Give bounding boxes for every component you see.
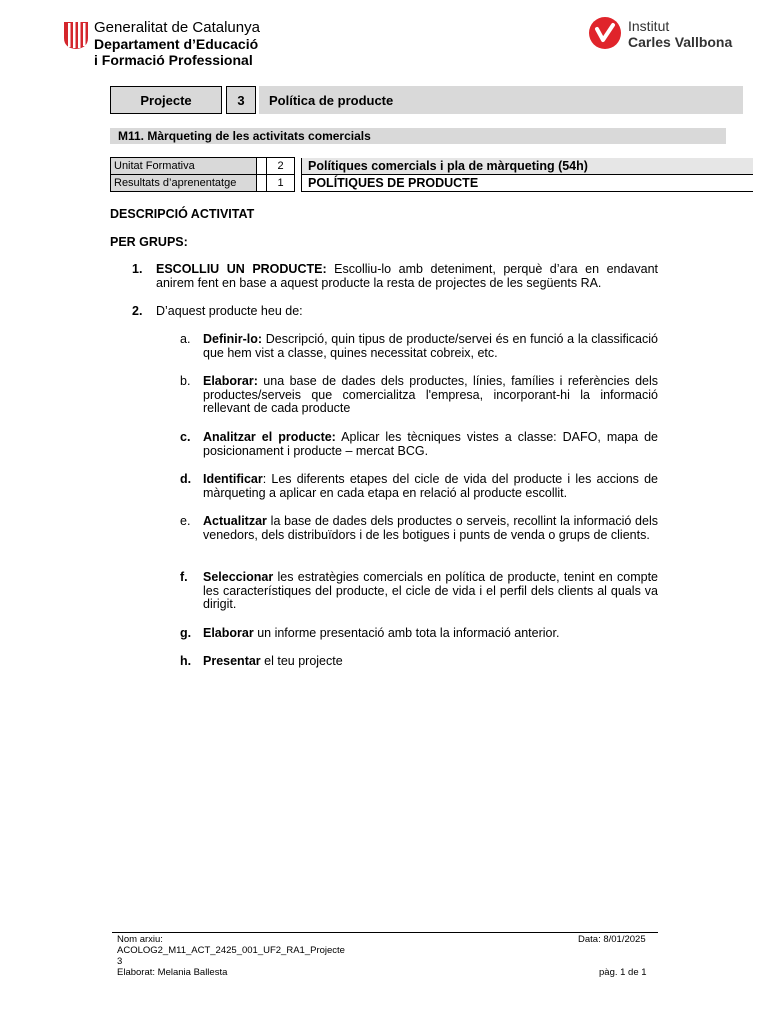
footer-date: Data: 8/01/2025: [578, 934, 646, 945]
footer-file-label: Nom arxiu:: [117, 934, 163, 945]
inst-line-2: Carles Vallbona: [628, 34, 733, 50]
footer-author: Elaborat: Melania Ballesta: [117, 967, 228, 978]
project-title: Política de producte: [259, 86, 743, 114]
footer-divider: [112, 932, 658, 933]
unit-number: 2: [267, 158, 295, 175]
gov-line-3: i Formació Professional: [94, 52, 253, 68]
unit-value: Polítiques comercials i pla de màrqueting (54h): [302, 158, 754, 175]
footer-page: pàg. 1 de 1: [599, 967, 647, 978]
description-heading: DESCRIPCIÓ ACTIVITAT: [110, 207, 255, 221]
gov-line-1: Generalitat de Catalunya: [94, 19, 260, 36]
footer-file-name-2: 3: [117, 956, 123, 967]
gov-line-2: Departament d’Educació: [94, 36, 259, 52]
generalitat-logo-icon: [62, 20, 90, 50]
results-number: 1: [267, 175, 295, 192]
module-title: M11. Màrqueting de les activitats comercials: [110, 128, 726, 144]
project-label: Projecte: [110, 86, 222, 114]
groups-heading: PER GRUPS:: [110, 235, 188, 249]
activity-content: 1. ESCOLLIU UN PRODUCTE: Escolliu-lo amb deteniment, perquè d’ara en endavant anirem fent en base a aquest producte la resta de projectes de les següents RA. 2. D’aquest producte heu de: a. Definir-lo: Descripció, quin tipus de producte/servei és en funció a la classificació que hem vist a classe, quines necessitat cobreix, etc. b. Elaborar: una base de dades dels productes, línies, famílies i referències dels productes/serveis que comercialitza l'empresa, incorporant-hi la informació rellevant de cada producte c. Analitzar el producte: Aplicar les tècniques vistes a classe: DAFO, mapa de posicionament i producte – mercat BCG. d. Identificar: Les diferents etapes del cicle de vida del producte i les accions de màrqueting a aplicar en cada etapa en relació al producte escollit. e. Actualitzar la base de dades dels productes o serveis, recollint la informació dels venedors, dels distribuïdors i de les botigues i punts de venda o grups de clients. f. Seleccionar les estratègies comercials en política de producte, tenint en compte les característiques del producte, el cicle de vida i el perfil dels clients al quals va dirigit. g. Elaborar un informe presentació amb tota la informació anterior. h. Presentar el teu projecte: [132, 262, 659, 668]
unit-label: Unitat Formativa: [111, 158, 257, 175]
results-value: POLÍTIQUES DE PRODUCTE: [302, 175, 754, 192]
results-label: Resultats d’aprenentatge: [111, 175, 257, 192]
project-number: 3: [226, 86, 256, 114]
footer-file-name: ACOLOG2_M11_ACT_2425_001_UF2_RA1_Projecte: [117, 945, 345, 956]
inst-line-1: Institut: [628, 18, 670, 34]
